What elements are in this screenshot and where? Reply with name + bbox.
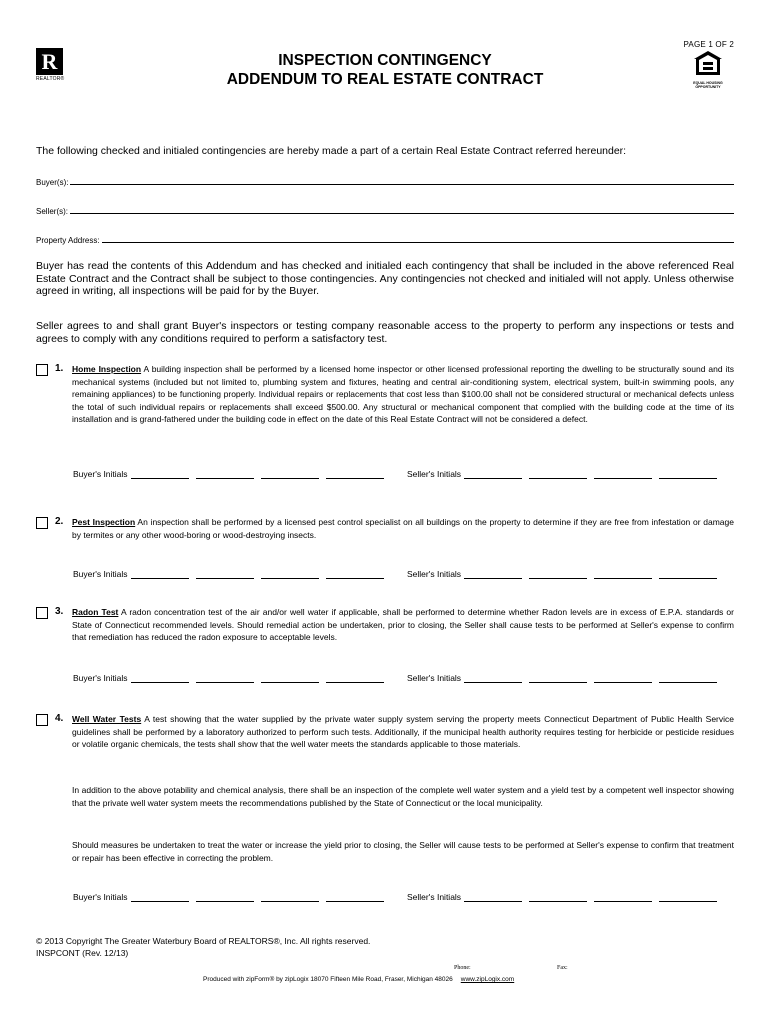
sellers-initials-label: Seller's Initials [407, 569, 462, 579]
initials-blank[interactable] [594, 468, 652, 479]
initials-blank[interactable] [261, 672, 319, 683]
initials-row-2 [73, 568, 733, 582]
property-address-line[interactable] [102, 242, 734, 243]
item-text [72, 516, 734, 541]
eho-caption-2: OPPORTUNITY [695, 85, 721, 89]
item-subparagraph-2: Should measures be undertaken to treat the water or increase the yield prior to closing, the Seller will cause tests to be performed at Seller's expense to confirm that treatment or repair has been effective in correcting the problem. [72, 840, 734, 863]
initials-blank[interactable] [594, 672, 652, 683]
initials-blank[interactable] [659, 468, 717, 479]
intro-text: The following checked and initialed contingencies are hereby made a part of a certain Real Estate Contract referred hereunder: [36, 145, 627, 157]
initials-blank[interactable] [131, 568, 189, 579]
item-text [72, 606, 734, 644]
title-line-1: INSPECTION CONTINGENCY [278, 52, 492, 69]
paragraph-access: Seller agrees to and shall grant Buyer's inspectors or testing company reasonable access to the property to perform any inspections or tests and agrees to comply with any conditions required to perform a satisfactory test. [36, 320, 734, 345]
item-number: 2. [55, 516, 64, 527]
initials-row-1 [73, 468, 733, 482]
produced-by-text: Produced with zipForm® by zipLogix 18070 Fifteen Mile Road, Fraser, Michigan 48026 [203, 976, 453, 983]
document-title [0, 51, 770, 89]
initials-blank[interactable] [659, 568, 717, 579]
eho-caption-1: EQUAL HOUSING [693, 81, 723, 85]
initials-blank[interactable] [529, 568, 587, 579]
realtor-logo-letter: R [41, 49, 58, 74]
fax-label: Fax: [557, 965, 568, 971]
copyright-text: © 2013 Copyright The Greater Waterbury Board of REALTORS®, Inc. All rights reserved. [36, 936, 371, 946]
buyers-label: Buyer(s): [36, 178, 69, 187]
initials-blank[interactable] [131, 891, 189, 902]
sellers-initials-label: Seller's Initials [407, 673, 462, 683]
sellers-initials-label: Seller's Initials [407, 892, 462, 902]
initials-blank[interactable] [529, 468, 587, 479]
initials-blank[interactable] [196, 468, 254, 479]
initials-row-4 [73, 891, 733, 905]
checkbox-pest-inspection[interactable] [36, 517, 48, 529]
ziplogix-link[interactable]: www.zipLogix.com [460, 976, 515, 983]
item-subparagraph-1: In addition to the above potability and chemical analysis, there shall be an inspection of the complete well water system and a yield test by a competent well inspector showing that the private well water system meets the recommendations published by the State of Connecticut or the local municipality. [72, 785, 734, 808]
buyers-field[interactable] [36, 173, 734, 187]
item-text [72, 713, 734, 751]
title-line-2: ADDENDUM TO REAL ESTATE CONTRACT [226, 71, 544, 88]
initials-blank[interactable] [261, 568, 319, 579]
initials-blank[interactable] [261, 468, 319, 479]
checkbox-well-water-tests[interactable] [36, 714, 48, 726]
initials-blank[interactable] [529, 891, 587, 902]
initials-blank[interactable] [326, 468, 384, 479]
item-body: A test showing that the water supplied by the private water supply system serving the property meets Connecticut Department of Public Health Service guidelines shall be performed by a laboratory authorized to perform such tests. Additionally, if the municipal health authority requires testing for herbicide or pesticide residues or volatile organic chemicals, the tests shall show that the well water meets the standards applicable to those materials. [72, 714, 734, 749]
paragraph-agreement: Buyer has read the contents of this Addendum and has checked and initialed each contingency that shall be included in the above referenced Real Estate Contract and the Contract shall be subject to those contingencies. Any contingencies not checked and initialed will not apply. Unless otherwise agreed in writing, all inspections will be paid for by the Buyer. [36, 260, 734, 297]
item-number: 4. [55, 713, 64, 724]
buyers-initials-label: Buyer's Initials [73, 569, 128, 579]
initials-blank[interactable] [326, 891, 384, 902]
item-body: An inspection shall be performed by a licensed pest control specialist on all buildings on the property to determine if they are free from infestation or damage by termites or any other wood-boring or wood-destroying insects. [72, 517, 734, 540]
sellers-field[interactable] [36, 202, 734, 216]
buyers-initials-label: Buyer's Initials [73, 469, 128, 479]
initials-blank[interactable] [464, 891, 522, 902]
item-number: 1. [55, 363, 64, 374]
item-number: 3. [55, 606, 64, 617]
item-heading: Radon Test [72, 607, 119, 617]
initials-blank[interactable] [659, 672, 717, 683]
realtor-logo-caption: REALTOR® [36, 76, 65, 82]
buyers-initials-label: Buyer's Initials [73, 673, 128, 683]
buyers-line[interactable] [70, 184, 734, 185]
initials-blank[interactable] [196, 672, 254, 683]
phone-label: Phone: [454, 965, 471, 971]
footer-copyright-block [36, 935, 370, 959]
initials-blank[interactable] [464, 568, 522, 579]
initials-blank[interactable] [529, 672, 587, 683]
buyers-initials-label: Buyer's Initials [73, 892, 128, 902]
initials-blank[interactable] [659, 891, 717, 902]
item-body: A radon concentration test of the air and/or well water if applicable, shall be performed to determine whether Radon levels are in excess of E.P.A. standards or State of Connecticut recommended levels. Should remedial action be undertaken, prior to closing, the Seller shall cause tests to be performed at Seller's expense to confirm that remediation has reduced the radon exposure to acceptable levels. [72, 607, 734, 642]
initials-blank[interactable] [464, 672, 522, 683]
property-address-field[interactable] [36, 231, 734, 245]
item-text [72, 363, 734, 426]
initials-blank[interactable] [131, 672, 189, 683]
produced-by-line [203, 976, 514, 983]
initials-blank[interactable] [261, 891, 319, 902]
property-address-label: Property Address: [36, 236, 100, 245]
item-heading: Pest Inspection [72, 517, 136, 527]
initials-blank[interactable] [326, 568, 384, 579]
initials-blank[interactable] [464, 468, 522, 479]
page-indicator: PAGE 1 OF 2 [683, 40, 734, 49]
form-id: INSPCONT (Rev. 12/13) [36, 948, 129, 958]
initials-blank[interactable] [196, 891, 254, 902]
initials-row-3 [73, 672, 733, 686]
sellers-initials-label: Seller's Initials [407, 469, 462, 479]
initials-blank[interactable] [326, 672, 384, 683]
initials-blank[interactable] [594, 568, 652, 579]
contingency-well-water-tests [36, 713, 734, 873]
item-heading: Well Water Tests [72, 714, 142, 724]
checkbox-home-inspection[interactable] [36, 364, 48, 376]
checkbox-radon-test[interactable] [36, 607, 48, 619]
sellers-label: Seller(s): [36, 207, 69, 216]
item-body: A building inspection shall be performed by a licensed home inspector or other licensed professional reporting the dwelling to be structurally sound and its mechanical systems (included but not limited to, plumbing system and fixtures, heating and central air-conditioning system, electrical system, built-in swimming pools, any remaining appliances) to be functioning properly. Individual repairs or replacements that cost less than $100.00 shall not be considered structural or mechanical defects unless the total of such individual repairs or replacements shall exceed $500.00. Any structural or mechanical component that complied with the building code at the time of its installation and is grand-fathered under the building code in effect on the date of this Real Estate Contract will not be considered a defect. [72, 364, 735, 424]
initials-blank[interactable] [196, 568, 254, 579]
sellers-line[interactable] [70, 213, 734, 214]
initials-blank[interactable] [131, 468, 189, 479]
initials-blank[interactable] [594, 891, 652, 902]
item-heading: Home Inspection [72, 364, 142, 374]
